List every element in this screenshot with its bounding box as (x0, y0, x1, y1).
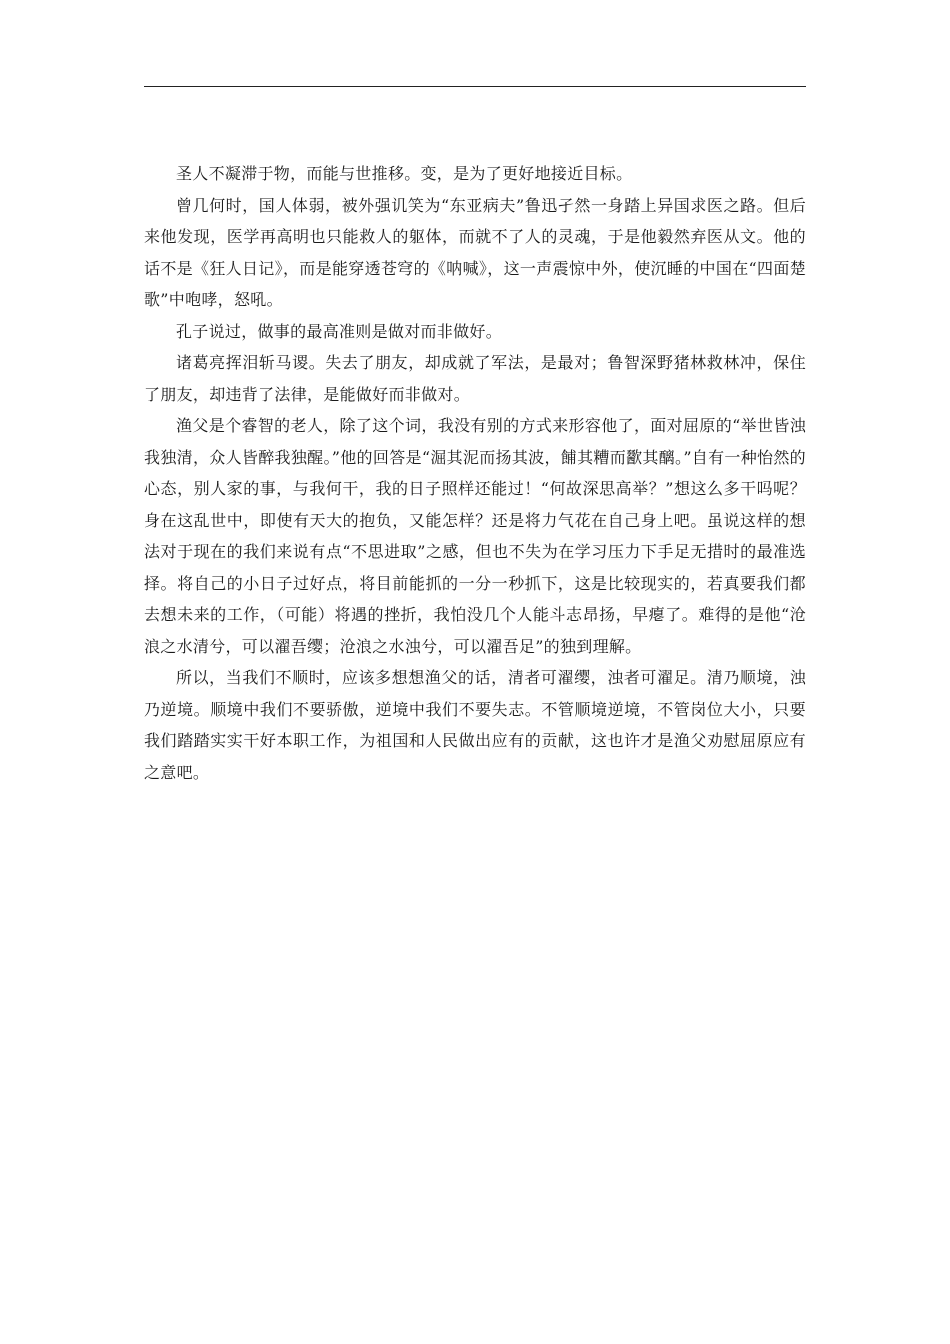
header-rule (144, 86, 806, 87)
document-body (144, 158, 806, 788)
paragraph: 孔子说过，做事的最高准则是做对而非做好。 (176, 321, 503, 341)
paragraph: 曾几何时，国人体弱，被外强讥笑为“东亚病夫”鲁迅孑然一身踏上异国求医之路。但后来他发现，医学再高明也只能救人的躯体，而就不了人的灵魂，于是他毅然弃医从文。他的话不是《狂人日记》，而是能穿透苍穹的《呐喊》，这一声震惊中外，使沉睡的中国在“四面楚歌”中咆哮，怒吼。 (144, 195, 806, 309)
paragraph: 诸葛亮挥泪斩马谡。失去了朋友，却成就了军法，是最对；鲁智深野猪林救林冲，保住了朋友，却违背了法律，是能做好而非做对。 (144, 353, 806, 404)
paragraph: 所以，当我们不顺时，应该多想想渔父的话，清者可濯缨，浊者可濯足。清乃顺境，浊乃逆境。顺境中我们不要骄傲，逆境中我们不要失志。不管顺境逆境，不管岗位大小，只要我们踏踏实实干好本职工作，为祖国和人民做出应有的贡献，这也许才是渔父劝慰屈原应有之意吧。 (144, 668, 806, 782)
paragraph: 圣人不凝滞于物，而能与世推移。变，是为了更好地接近目标。 (176, 164, 633, 183)
paragraph: 渔父是个睿智的老人，除了这个词，我没有别的方式来形容他了，面对屈原的“举世皆浊我独清，众人皆醉我独醒。”他的回答是“淈其泥而扬其波，餔其糟而歠其醨。”自有一种怡然的心态，别人家的事，与我何干，我的日子照样还能过！“何故深思高举？”想这么多干吗呢？身在这乱世中，即使有天大的抱负，又能怎样？还是将力气花在自己身上吧。虽说这样的想法对于现在的我们来说有点“不思进取”之感，但也不失为在学习压力下手足无措时的最准选择。将自己的小日子过好点，将目前能抓的一分一秒抓下，这是比较现实的，若真要我们都去想未来的工作，（可能）将遇的挫折，我怕没几个人能斗志昂扬，早瘪了。难得的是他“沧浪之水清兮，可以濯吾缨；沧浪之水浊兮，可以濯吾足”的独到理解。 (144, 416, 806, 656)
